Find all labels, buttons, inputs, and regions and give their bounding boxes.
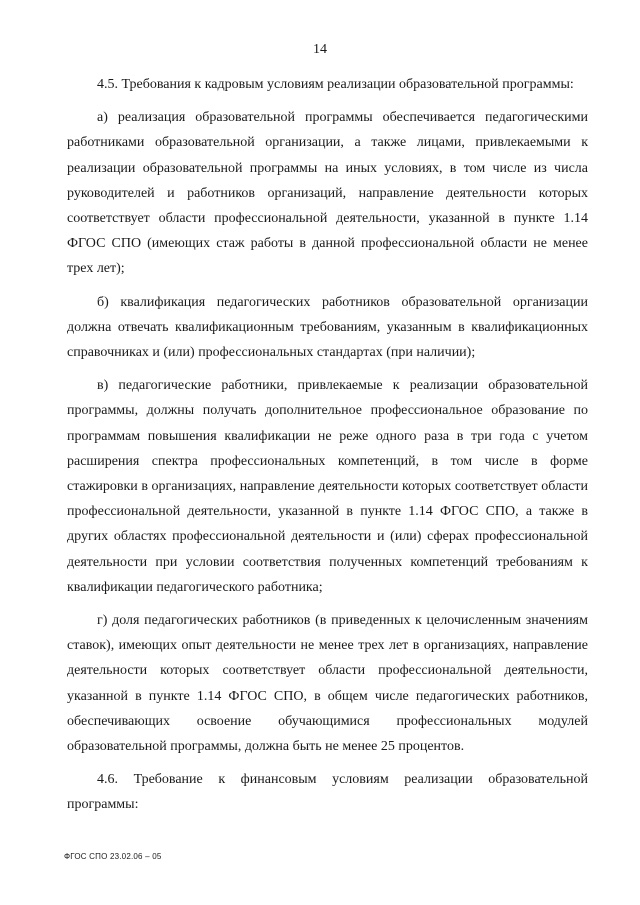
page-number: 14: [313, 42, 327, 57]
paragraph-b: б) квалификация педагогических работников образовательной организации должна отвечать квалификационным требованиям, указанным в квалификационных справочниках и (или) профессиональных стандартах (при наличии);: [67, 294, 588, 361]
document-code-footer: ФГОС СПО 23.02.06 – 05: [64, 852, 162, 861]
paragraph-g: г) доля педагогических работников (в приведенных к целочисленным значениям ставок), имеющих опыт деятельности не менее трех лет в организациях, направление деятельности которых соответствует области профессиональной деятельности, указанной в пункте 1.14 ФГОС СПО, в общем числе педагогических работников, обеспечивающих освоение обучающимися профессиональных модулей образовательной программы, должна быть не менее 25 процентов.: [67, 613, 588, 755]
section-heading-4-5: 4.5. Требования к кадровым условиям реализации образовательной программы:: [97, 77, 574, 92]
paragraph-v: в) педагогические работники, привлекаемые к реализации образовательной программы, должны получать дополнительное профессиональное образование по программам повышения квалификации не реже одного раза в три года с учетом расширения спектра профессиональных компетенций, в том числе в форме стажировки в организациях, направление деятельности которых соответствует области профессиональной деятельности, указанной в пункте 1.14 ФГОС СПО, а также в других областях профессиональной деятельности и (или) сферах профессиональной деятельности при условии соответствия полученных компетенций требованиям к квалификации педагогического работника;: [67, 378, 588, 595]
section-heading-4-6: 4.6. Требование к финансовым условиям реализации образовательной программы:: [67, 772, 588, 813]
document-body: [67, 72, 588, 826]
paragraph-a: а) реализация образовательной программы обеспечивается педагогическими работниками образовательной организации, а также лицами, привлекаемыми к реализации образовательной программы на иных условиях, в том числе из числа руководителей и работников организаций, направление деятельности которых соответствует области профессиональной деятельности, указанной в пункте 1.14 ФГОС СПО (имеющих стаж работы в данной профессиональной области не менее трех лет);: [67, 110, 588, 277]
